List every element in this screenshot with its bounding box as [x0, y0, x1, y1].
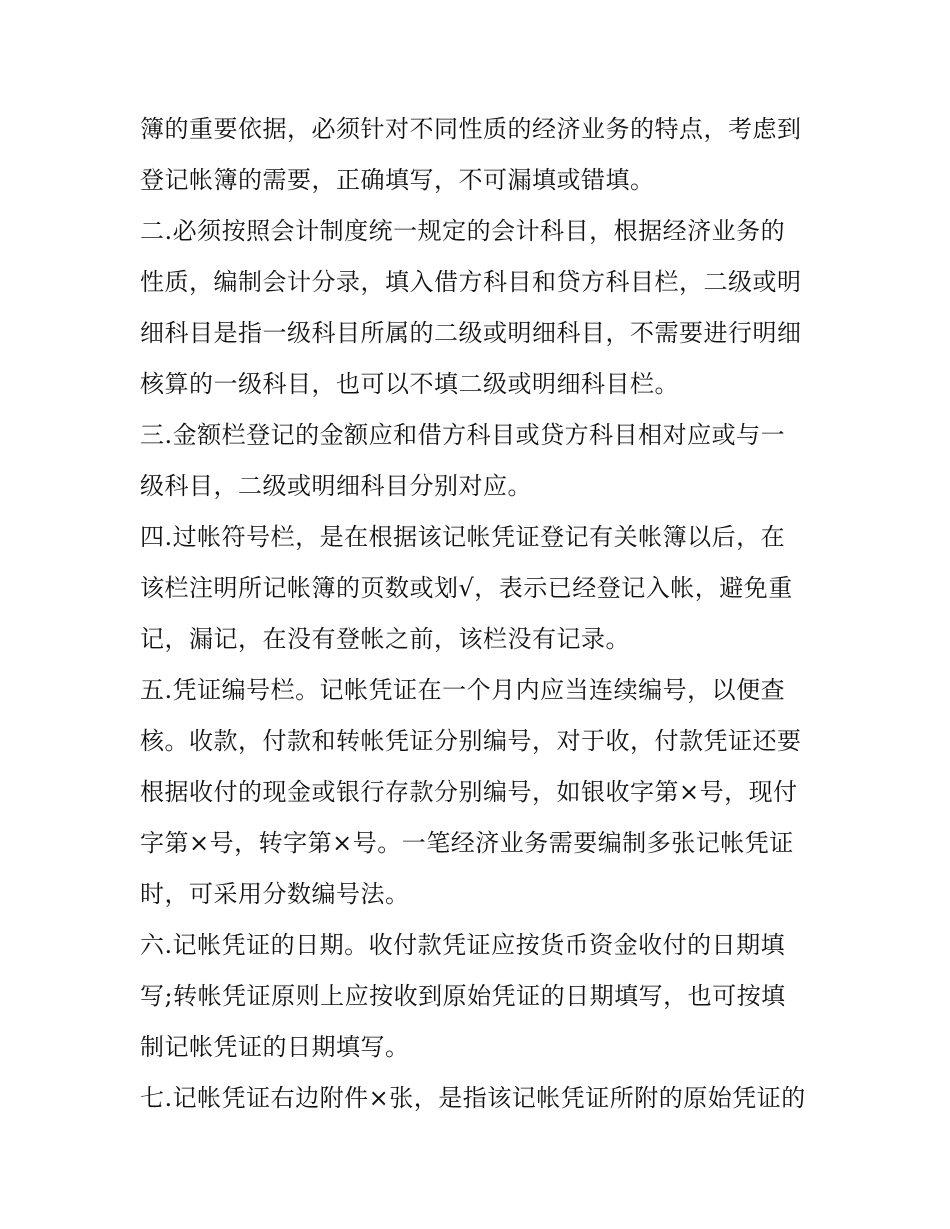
text-line: 根据收付的现金或银行存款分别编号，如银收字第×号，现付 — [140, 778, 798, 806]
text-line: 五.凭证编号栏。记帐凭证在一个月内应当连续编号，以便查 — [140, 676, 786, 704]
text-line: 级科目，二级或明细科目分别对应。 — [140, 472, 532, 500]
text-line: 字第×号，转字第×号。一笔经济业务需要编制多张记帐凭证 — [140, 829, 794, 857]
text-line: 簿的重要依据，必须针对不同性质的经济业务的特点，考虑到 — [140, 115, 802, 143]
text-line: 登记帐簿的需要，正确填写，不可漏填或错填。 — [140, 166, 655, 194]
text-line: 核算的一级科目，也可以不填二级或明细科目栏。 — [140, 370, 679, 398]
text-line: 细科目是指一级科目所属的二级或明细科目，不需要进行明细 — [140, 319, 802, 347]
text-line: 性质，编制会计分录，填入借方科目和贷方科目栏，二级或明 — [140, 268, 802, 296]
document-body — [140, 104, 820, 1124]
text-line: 四.过帐符号栏，是在根据该记帐凭证登记有关帐簿以后，在 — [140, 523, 786, 551]
text-line: 六.记帐凭证的日期。收付款凭证应按货币资金收付的日期填 — [140, 931, 786, 959]
text-line: 该栏注明所记帐簿的页数或划√，表示已经登记入帐，避免重 — [140, 574, 793, 602]
text-line: 制记帐凭证的日期填写。 — [140, 1033, 410, 1061]
text-line: 三.金额栏登记的金额应和借方科目或贷方科目相对应或与一 — [140, 421, 786, 449]
text-line: 写;转帐凭证原则上应按收到原始凭证的日期填写，也可按填 — [140, 982, 786, 1010]
text-line: 七.记帐凭证右边附件×张，是指该记帐凭证所附的原始凭证的 — [140, 1084, 806, 1112]
text-line: 记，漏记，在没有登帐之前，该栏没有记录。 — [140, 625, 630, 653]
text-line: 核。收款，付款和转帐凭证分别编号，对于收，付款凭证还要 — [140, 727, 802, 755]
text-line: 时，可采用分数编号法。 — [140, 880, 410, 908]
text-line: 二.必须按照会计制度统一规定的会计科目，根据经济业务的 — [140, 217, 786, 245]
